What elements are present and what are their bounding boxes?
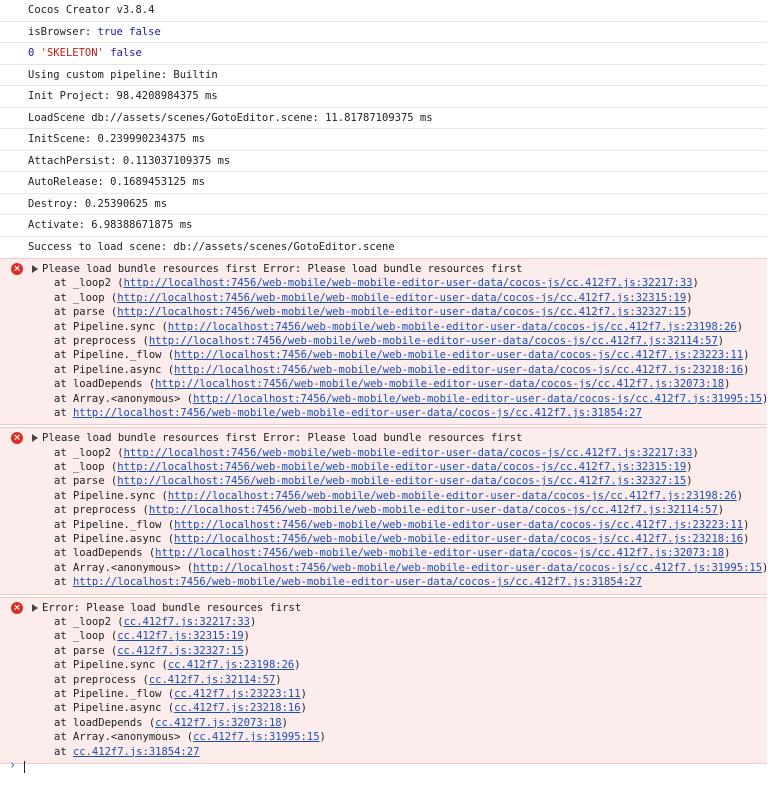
- stack-frame: [0, 406, 767, 420]
- error-block: [0, 427, 767, 594]
- stack-at: at: [54, 406, 73, 419]
- stack-source-link[interactable]: http://localhost:7456/web-mobile/web-mobile-editor-user-data/cocos-js/cc.412f7.js:23198:26: [167, 489, 737, 502]
- log-text: AutoRelease: 0.1689453125 ms: [28, 176, 206, 188]
- expand-triangle-icon[interactable]: [32, 265, 38, 273]
- stack-source-link[interactable]: cc.412f7.js:32114:57: [148, 673, 276, 686]
- stack-at: at: [54, 475, 73, 488]
- log-text: Destroy: 0.25390625 ms: [28, 197, 168, 210]
- stack-at: at: [54, 687, 73, 700]
- error-message: Error: Please load bundle resources first: [42, 601, 302, 614]
- stack-frame: at loadDepends (http://localhost:7456/web-mobile/web-mobile-editor-user-data/cocos-js/cc.412f7.js:32073:18): [54, 378, 731, 391]
- stack-function-name: Array.<anonymous>: [72, 561, 181, 574]
- stack-frame: at _loop2 (http://localhost:7456/web-mobile/web-mobile-editor-user-data/cocos-js/cc.412f7.js:32217:33): [54, 446, 699, 459]
- stack-at: at: [54, 489, 73, 502]
- error-block: [0, 258, 767, 425]
- stack-frame: at _loop (cc.412f7.js:32315:19): [54, 630, 250, 643]
- error-header[interactable]: [0, 601, 767, 615]
- stack-at: at: [54, 378, 73, 391]
- log-line: [0, 151, 767, 173]
- stack-frame: at Pipeline.async (http://localhost:7456/web-mobile/web-mobile-editor-user-data/cocos-js/cc.412f7.js:23218:16): [54, 363, 750, 376]
- stack-source-link[interactable]: cc.412f7.js:31854:27: [72, 745, 200, 758]
- stack-source-link[interactable]: http://localhost:7456/web-mobile/web-mobile-editor-user-data/cocos-js/cc.412f7.js:31995:15: [193, 561, 763, 574]
- stack-at: at: [54, 745, 73, 758]
- stack-function-name: Array.<anonymous>: [72, 392, 181, 405]
- log-line: [0, 65, 767, 87]
- stack-at: at: [54, 673, 73, 686]
- log-line: [0, 43, 767, 65]
- stack-function-name: _loop2: [72, 615, 111, 628]
- stack-source-link[interactable]: cc.412f7.js:23223:11: [174, 687, 301, 700]
- stack-at: at: [54, 334, 73, 347]
- stack-frame: at loadDepends (http://localhost:7456/web-mobile/web-mobile-editor-user-data/cocos-js/cc.412f7.js:32073:18): [54, 547, 731, 560]
- stack-source-link[interactable]: cc.412f7.js:32327:15: [117, 644, 244, 657]
- stack-frame: at _loop (http://localhost:7456/web-mobile/web-mobile-editor-user-data/cocos-js/cc.412f7.js:32315:19): [54, 291, 693, 304]
- stack-at: at: [54, 702, 73, 715]
- stack-frame: at Pipeline.sync (http://localhost:7456/web-mobile/web-mobile-editor-user-data/cocos-js/cc.412f7.js:23198:26): [54, 320, 744, 333]
- stack-frame: at Pipeline.async (http://localhost:7456/web-mobile/web-mobile-editor-user-data/cocos-js/cc.412f7.js:23218:16): [54, 533, 750, 546]
- stack-frame: at Pipeline._flow (http://localhost:7456/web-mobile/web-mobile-editor-user-data/cocos-js/cc.412f7.js:23223:11): [54, 349, 750, 362]
- stack-source-link[interactable]: http://localhost:7456/web-mobile/web-mobile-editor-user-data/cocos-js/cc.412f7.js:32327:15: [117, 475, 687, 488]
- stack-at: at: [54, 291, 73, 304]
- stack-source-link[interactable]: cc.412f7.js:23218:16: [174, 702, 301, 715]
- stack-source-link[interactable]: http://localhost:7456/web-mobile/web-mobile-editor-user-data/cocos-js/cc.412f7.js:23223:11: [174, 518, 744, 531]
- stack-frame: at _loop2 (cc.412f7.js:32217:33): [54, 615, 257, 628]
- stack-function-name: Pipeline.async: [72, 533, 162, 546]
- stack-source-link[interactable]: http://localhost:7456/web-mobile/web-mobile-editor-user-data/cocos-js/cc.412f7.js:32114:57: [148, 504, 718, 517]
- stack-function-name: Pipeline.sync: [72, 489, 156, 502]
- stack-source-link[interactable]: http://localhost:7456/web-mobile/web-mobile-editor-user-data/cocos-js/cc.412f7.js:32114:57: [148, 334, 718, 347]
- console-prompt[interactable]: [0, 757, 767, 775]
- stack-at: at: [54, 561, 73, 574]
- stack-at: at: [54, 615, 73, 628]
- stack-source-link[interactable]: http://localhost:7456/web-mobile/web-mobile-editor-user-data/cocos-js/cc.412f7.js:32073:18: [155, 547, 725, 560]
- stack-function-name: preprocess: [72, 504, 137, 517]
- log-text: Init Project: 98.4208984375 ms: [28, 90, 218, 102]
- log-bool-values: false: [110, 47, 142, 59]
- stack-source-link[interactable]: http://localhost:7456/web-mobile/web-mobile-editor-user-data/cocos-js/cc.412f7.js:32315:19: [117, 291, 687, 304]
- stack-frame: at Pipeline._flow (http://localhost:7456/web-mobile/web-mobile-editor-user-data/cocos-js/cc.412f7.js:23223:11): [54, 518, 750, 531]
- stack-function-name: parse: [72, 644, 105, 657]
- stack-frame: at _loop (http://localhost:7456/web-mobile/web-mobile-editor-user-data/cocos-js/cc.412f7.js:32315:19): [54, 461, 693, 474]
- stack-at: at: [54, 716, 73, 729]
- error-circle-icon: ×: [11, 263, 23, 275]
- stack-at: at: [54, 306, 73, 319]
- stack-at: at: [54, 504, 73, 517]
- stack-function-name: Pipeline._flow: [72, 518, 162, 531]
- error-block: [0, 597, 767, 764]
- stack-source-link[interactable]: cc.412f7.js:23198:26: [167, 659, 295, 672]
- stack-source-link[interactable]: http://localhost:7456/web-mobile/web-mobile-editor-user-data/cocos-js/cc.412f7.js:32217:33: [123, 277, 693, 290]
- stack-at: at: [54, 349, 73, 362]
- log-line: [0, 194, 767, 216]
- log-string: 'SKELETON': [40, 47, 104, 59]
- stack-frame: at preprocess (http://localhost:7456/web-mobile/web-mobile-editor-user-data/cocos-js/cc.412f7.js:32114:57): [54, 334, 725, 347]
- log-line: [0, 108, 767, 130]
- text-caret: [24, 761, 25, 773]
- stack-frame: at parse (http://localhost:7456/web-mobile/web-mobile-editor-user-data/cocos-js/cc.412f7.js:32327:15): [54, 306, 693, 319]
- stack-source-link[interactable]: http://localhost:7456/web-mobile/web-mobile-editor-user-data/cocos-js/cc.412f7.js:23223:11: [174, 349, 744, 362]
- error-message: Please load bundle resources first Error: Please load bundle resources first: [42, 432, 523, 445]
- stack-function-name: _loop: [72, 291, 105, 304]
- stack-at: at: [54, 363, 73, 376]
- stack-function-name: Pipeline._flow: [72, 349, 162, 362]
- stack-function-name: parse: [72, 475, 105, 488]
- stack-frame: at Pipeline._flow (cc.412f7.js:23223:11): [54, 687, 307, 700]
- stack-function-name: loadDepends: [72, 378, 143, 391]
- stack-source-link[interactable]: http://localhost:7456/web-mobile/web-mobile-editor-user-data/cocos-js/cc.412f7.js:31995:15: [193, 392, 763, 405]
- stack-at: at: [54, 547, 73, 560]
- stack-frame: at _loop2 (http://localhost:7456/web-mobile/web-mobile-editor-user-data/cocos-js/cc.412f7.js:32217:33): [54, 277, 699, 290]
- log-text: LoadScene db://assets/scenes/GotoEditor.scene: 11.81787109375 ms: [28, 111, 433, 124]
- stack-at: at: [54, 731, 73, 744]
- log-bool-values: true false: [97, 25, 161, 38]
- stack-source-link[interactable]: cc.412f7.js:32217:33: [123, 615, 250, 628]
- log-text: Using custom pipeline: Builtin: [28, 68, 218, 81]
- stack-at: at: [54, 461, 73, 474]
- error-header[interactable]: [0, 262, 767, 276]
- stack-at: at: [54, 659, 73, 672]
- stack-function-name: _loop: [72, 630, 105, 643]
- error-message: Please load bundle resources first Error: Please load bundle resources first: [42, 263, 523, 275]
- stack-source-link[interactable]: http://localhost:7456/web-mobile/web-mobile-editor-user-data/cocos-js/cc.412f7.js:31854:27: [72, 406, 642, 419]
- stack-frame: [0, 575, 767, 589]
- stack-frame: at Array.<anonymous> (http://localhost:7456/web-mobile/web-mobile-editor-user-data/cocos-js/cc.412f7.js:31995:15): [54, 561, 768, 574]
- log-line: [0, 237, 767, 259]
- stack-source-link[interactable]: cc.412f7.js:32315:19: [117, 630, 244, 643]
- stack-at: at: [54, 518, 73, 531]
- error-messages: [0, 258, 767, 764]
- stack-at: at: [54, 576, 73, 589]
- expand-triangle-icon[interactable]: [32, 434, 38, 442]
- stack-function-name: Pipeline.async: [72, 363, 162, 376]
- stack-function-name: Pipeline._flow: [72, 687, 162, 700]
- log-line: [0, 86, 767, 108]
- stack-at: at: [54, 320, 73, 333]
- log-text: InitScene: 0.239990234375 ms: [28, 133, 206, 145]
- stack-frame: at preprocess (http://localhost:7456/web-mobile/web-mobile-editor-user-data/cocos-js/cc.412f7.js:32114:57): [54, 504, 725, 517]
- log-text: isBrowser:: [28, 25, 98, 38]
- stack-frame: at Pipeline.sync (http://localhost:7456/web-mobile/web-mobile-editor-user-data/cocos-js/cc.412f7.js:23198:26): [54, 489, 744, 502]
- stack-function-name: _loop2: [72, 446, 111, 459]
- log-number: 0: [28, 47, 35, 59]
- stack-function-name: Pipeline.sync: [72, 659, 156, 672]
- stack-source-link[interactable]: http://localhost:7456/web-mobile/web-mobile-editor-user-data/cocos-js/cc.412f7.js:32327:15: [117, 306, 687, 319]
- prompt-chevron-icon: ›: [10, 758, 16, 773]
- log-line: [0, 172, 767, 194]
- stack-frame: at loadDepends (cc.412f7.js:32073:18): [54, 716, 288, 729]
- stack-function-name: loadDepends: [72, 716, 143, 729]
- log-line: [0, 215, 767, 237]
- error-circle-icon: ×: [11, 432, 23, 444]
- stack-frame: at Array.<anonymous> (cc.412f7.js:31995:15): [54, 731, 326, 744]
- stack-at: at: [54, 392, 73, 405]
- log-line: [0, 0, 767, 22]
- stack-at: at: [54, 533, 73, 546]
- stack-frame: at preprocess (cc.412f7.js:32114:57): [54, 673, 282, 686]
- stack-function-name: preprocess: [72, 673, 137, 686]
- log-text: AttachPersist: 0.113037109375 ms: [28, 154, 231, 167]
- log-text: Activate: 6.98388671875 ms: [28, 219, 193, 231]
- log-text: Cocos Creator v3.8.4: [28, 4, 155, 16]
- stack-function-name: loadDepends: [72, 547, 143, 560]
- log-line: [0, 129, 767, 151]
- stack-frame: at parse (cc.412f7.js:32327:15): [54, 644, 250, 657]
- stack-function-name: _loop: [72, 461, 105, 474]
- stack-source-link[interactable]: http://localhost:7456/web-mobile/web-mobile-editor-user-data/cocos-js/cc.412f7.js:23218:16: [174, 533, 744, 546]
- stack-function-name: Pipeline.sync: [72, 320, 156, 333]
- stack-source-link[interactable]: cc.412f7.js:31995:15: [193, 731, 320, 744]
- stack-frame: at Pipeline.sync (cc.412f7.js:23198:26): [54, 659, 301, 672]
- log-line: [0, 22, 767, 44]
- log-text: Success to load scene: db://assets/scenes/GotoEditor.scene: [28, 240, 395, 253]
- stack-function-name: preprocess: [72, 334, 137, 347]
- stack-source-link[interactable]: http://localhost:7456/web-mobile/web-mobile-editor-user-data/cocos-js/cc.412f7.js:32315:19: [117, 461, 687, 474]
- error-header[interactable]: [0, 431, 767, 445]
- expand-triangle-icon[interactable]: [32, 604, 38, 612]
- stack-frame: at parse (http://localhost:7456/web-mobile/web-mobile-editor-user-data/cocos-js/cc.412f7.js:32327:15): [54, 475, 693, 488]
- stack-at: at: [54, 644, 73, 657]
- stack-frame: at Pipeline.async (cc.412f7.js:23218:16): [54, 702, 307, 715]
- stack-function-name: Pipeline.async: [72, 702, 162, 715]
- stack-source-link[interactable]: http://localhost:7456/web-mobile/web-mobile-editor-user-data/cocos-js/cc.412f7.js:32073:18: [155, 378, 725, 391]
- stack-at: at: [54, 277, 73, 290]
- stack-source-link[interactable]: http://localhost:7456/web-mobile/web-mobile-editor-user-data/cocos-js/cc.412f7.js:23198:26: [167, 320, 737, 333]
- stack-function-name: parse: [72, 306, 105, 319]
- stack-source-link[interactable]: http://localhost:7456/web-mobile/web-mobile-editor-user-data/cocos-js/cc.412f7.js:23218:16: [174, 363, 744, 376]
- stack-at: at: [54, 630, 73, 643]
- error-circle-icon: ×: [11, 602, 23, 614]
- stack-function-name: Array.<anonymous>: [72, 731, 181, 744]
- stack-source-link[interactable]: cc.412f7.js:32073:18: [155, 716, 282, 729]
- stack-source-link[interactable]: http://localhost:7456/web-mobile/web-mobile-editor-user-data/cocos-js/cc.412f7.js:31854:27: [72, 576, 642, 589]
- stack-function-name: _loop2: [72, 277, 111, 290]
- stack-at: at: [54, 446, 73, 459]
- stack-frame: at Array.<anonymous> (http://localhost:7456/web-mobile/web-mobile-editor-user-data/cocos-js/cc.412f7.js:31995:15): [54, 392, 768, 405]
- stack-source-link[interactable]: http://localhost:7456/web-mobile/web-mobile-editor-user-data/cocos-js/cc.412f7.js:32217:33: [123, 446, 693, 459]
